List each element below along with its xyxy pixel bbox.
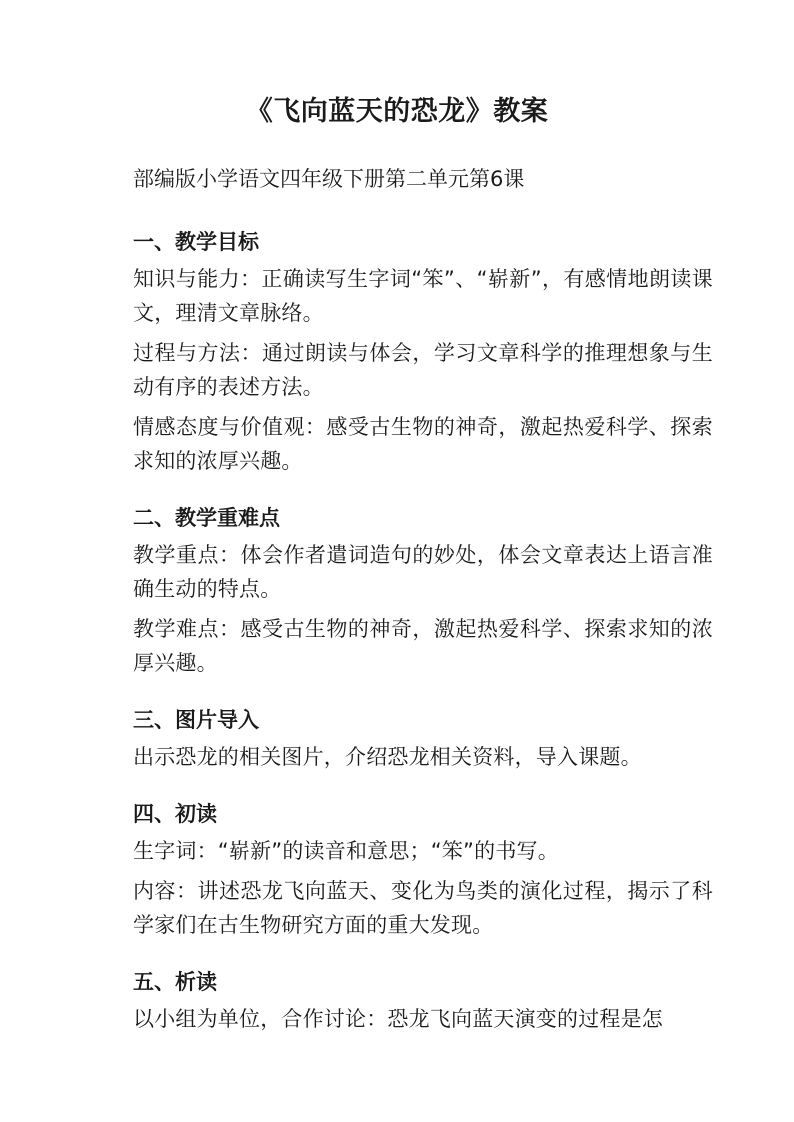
paragraph-process-method: 过程与方法：通过朗读与体会，学习文章科学的推理想象与生动有序的表述方法。	[133, 341, 713, 399]
document-title: 《飞向蓝天的恐龙》教案	[245, 96, 549, 127]
paragraph-difficult-point: 教学难点：感受古生物的神奇，激起热爱科学、探索求知的浓厚兴趣。	[133, 617, 713, 675]
section-heading: 三、图片导入	[133, 708, 259, 732]
section-heading: 五、析读	[133, 970, 217, 994]
section-analytical-reading	[133, 966, 713, 1036]
document-body	[133, 226, 713, 1060]
section-picture-introduction	[133, 704, 713, 774]
section-heading: 四、初读	[133, 802, 217, 826]
paragraph-emotion-values: 情感态度与价值观：感受古生物的神奇，激起热爱科学、探索求知的浓厚兴趣。	[133, 415, 713, 473]
section-first-reading	[133, 798, 713, 942]
section-heading: 二、教学重难点	[133, 506, 280, 530]
section-teaching-objectives	[133, 226, 713, 478]
paragraph-content: 内容：讲述恐龙飞向蓝天、变化为鸟类的演化过程，揭示了科学家们在古生物研究方面的重大发现。	[133, 879, 713, 937]
paragraph-introduction: 出示恐龙的相关图片，介绍恐龙相关资料，导入课题。	[133, 745, 642, 769]
paragraph-knowledge-ability: 知识与能力：正确读写生字词“笨”、“崭新”，有感情地朗读课文，理清文章脉络。	[133, 267, 713, 325]
section-heading: 一、教学目标	[133, 230, 259, 254]
paragraph-key-point: 教学重点：体会作者遣词造句的妙处，体会文章表达上语言准确生动的特点。	[133, 543, 713, 601]
document-subtitle: 部编版小学语文四年级下册第二单元第6课	[133, 167, 525, 191]
section-key-difficult-points	[133, 502, 713, 680]
paragraph-vocabulary: 生字词：“崭新”的读音和意思；“笨”的书写。	[133, 839, 559, 863]
paragraph-group-discussion: 以小组为单位，合作讨论：恐龙飞向蓝天演变的过程是怎	[133, 1007, 663, 1031]
